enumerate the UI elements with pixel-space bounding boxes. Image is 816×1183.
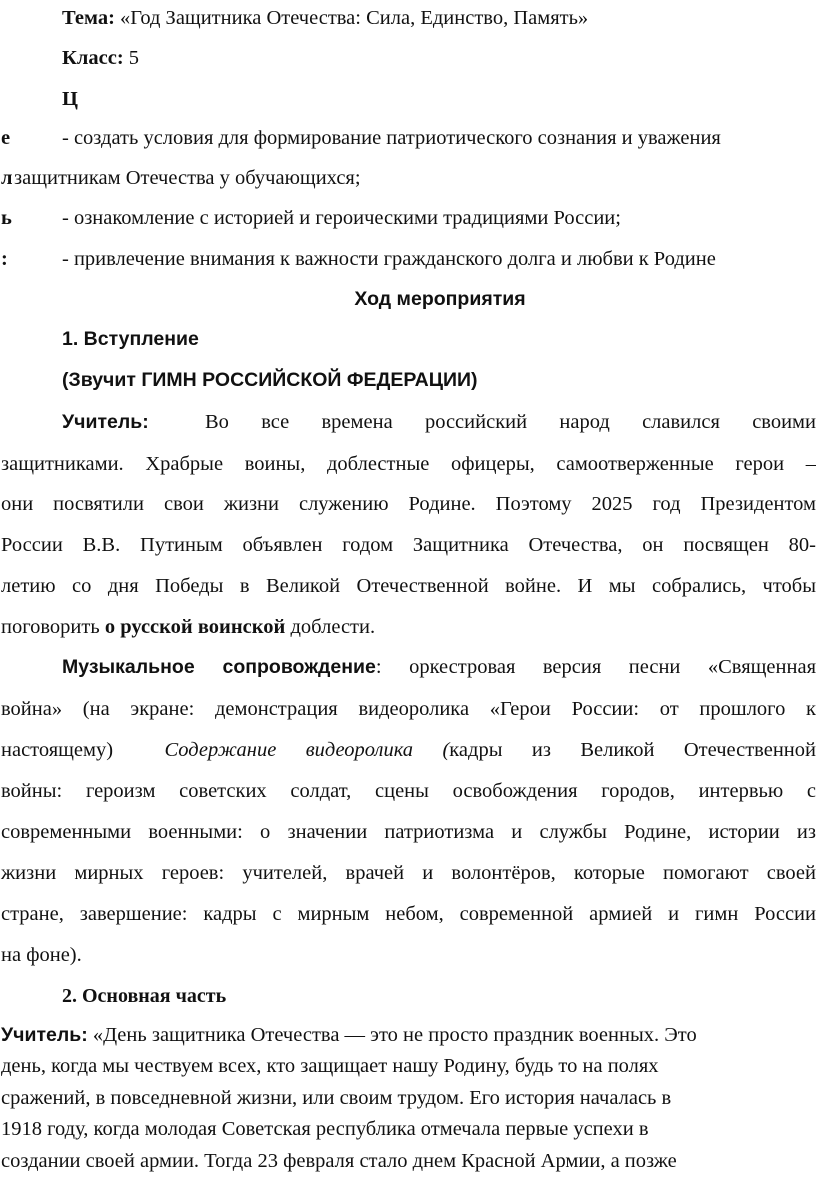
music-label: Музыкальное сопровождение <box>62 656 376 678</box>
paragraph-line: летию со дня Победы в Великой Отечественной войне. И мы собрались, чтобы <box>1 575 816 597</box>
paragraph-line: создании своей армии. Тогда 23 февраля стало днем Красной Армии, а позже <box>1 1150 677 1172</box>
paragraph-bold-text: о русской воинской <box>104 616 286 638</box>
paragraph-text: поговорить <box>1 616 105 638</box>
paragraph-line: 1918 году, когда молодая Советская республика отмечала первые успехи в <box>1 1118 649 1140</box>
goal-label-fragment: ь <box>1 207 12 229</box>
video-italic-text: Содержание видеоролика ( <box>164 739 450 761</box>
class-value: 5 <box>128 47 140 69</box>
paragraph-line: современными военными: о значении патриотизма и службы Родине, истории из <box>1 821 816 843</box>
paragraph-line: войны: героизм советских солдат, сцены освобождения городов, интервью с <box>1 780 816 802</box>
paragraph-text: настоящему) <box>1 739 114 761</box>
paragraph-line: они посвятили свои жизни служению Родине. Поэтому 2025 год Президентом <box>1 493 816 515</box>
goal-line: - ознакомление с историей и героическими традициями России; <box>62 207 621 229</box>
paragraph-line <box>62 412 816 433</box>
paragraph-line <box>1 740 816 761</box>
paragraph-line: защитниками. Храбрые воины, доблестные офицеры, самоотверженные герои – <box>1 453 816 475</box>
goal-line: - привлечение внимания к важности гражданского долга и любви к Родине <box>62 248 716 270</box>
topic-label: Тема: <box>62 7 115 29</box>
paragraph-line <box>62 657 816 678</box>
paragraph-text: доблести. <box>285 616 376 638</box>
teacher-label: Учитель: <box>62 411 149 433</box>
paragraph-line: на фоне). <box>1 944 82 966</box>
class-label: Класс: <box>62 47 124 69</box>
anthem-note: (Звучит ГИМН РОССИЙСКОЙ ФЕДЕРАЦИИ) <box>62 369 478 391</box>
event-title: Ход мероприятия <box>354 288 526 310</box>
paragraph-line: стране, завершение: кадры с мирным небом, современной армией и гимн России <box>1 903 816 925</box>
paragraph-line: война» (на экране: демонстрация видеоролика «Герои России: от прошлого к <box>1 698 816 720</box>
goal-label-fragment: е <box>1 127 11 149</box>
goal-label-fragment: Ц <box>62 88 78 110</box>
paragraph-line <box>1 617 375 638</box>
topic-line <box>62 8 588 29</box>
paragraph-line: день, когда мы чествуем всех, кто защищает нашу Родину, будь то на полях <box>1 1055 659 1077</box>
topic-value: «Год Защитника Отечества: Сила, Единство, Память» <box>120 7 589 29</box>
paragraph-text: : оркестровая версия песни «Священная <box>375 656 816 678</box>
paragraph-text: «День защитника Отечества — это не просто праздник военных. Это <box>87 1024 697 1046</box>
goal-label-fragment: л <box>1 167 13 189</box>
paragraph-text: Во все времена российский народ славился своими <box>205 411 816 433</box>
paragraph-text: кадры из Великой Отечественной <box>449 739 816 761</box>
paragraph-line: России В.В. Путиным объявлен годом Защитника Отечества, он посвящен 80- <box>1 534 816 556</box>
goal-line: - создать условия для формирование патриотического сознания и уважения <box>62 127 721 149</box>
section-2-heading: 2. Основная часть <box>62 985 227 1007</box>
section-1-heading: 1. Вступление <box>62 328 199 350</box>
paragraph-line <box>1 1025 697 1046</box>
paragraph-line: жизни мирных героев: учителей, врачей и волонтёров, которые помогают своей <box>1 862 816 884</box>
class-line <box>62 48 139 69</box>
goal-line: защитникам Отечества у обучающихся; <box>14 167 361 189</box>
paragraph-line: сражений, в повседневной жизни, или своим трудом. Его история началась в <box>1 1087 672 1109</box>
goal-label-fragment: : <box>1 248 8 270</box>
teacher-label: Учитель: <box>1 1024 88 1046</box>
